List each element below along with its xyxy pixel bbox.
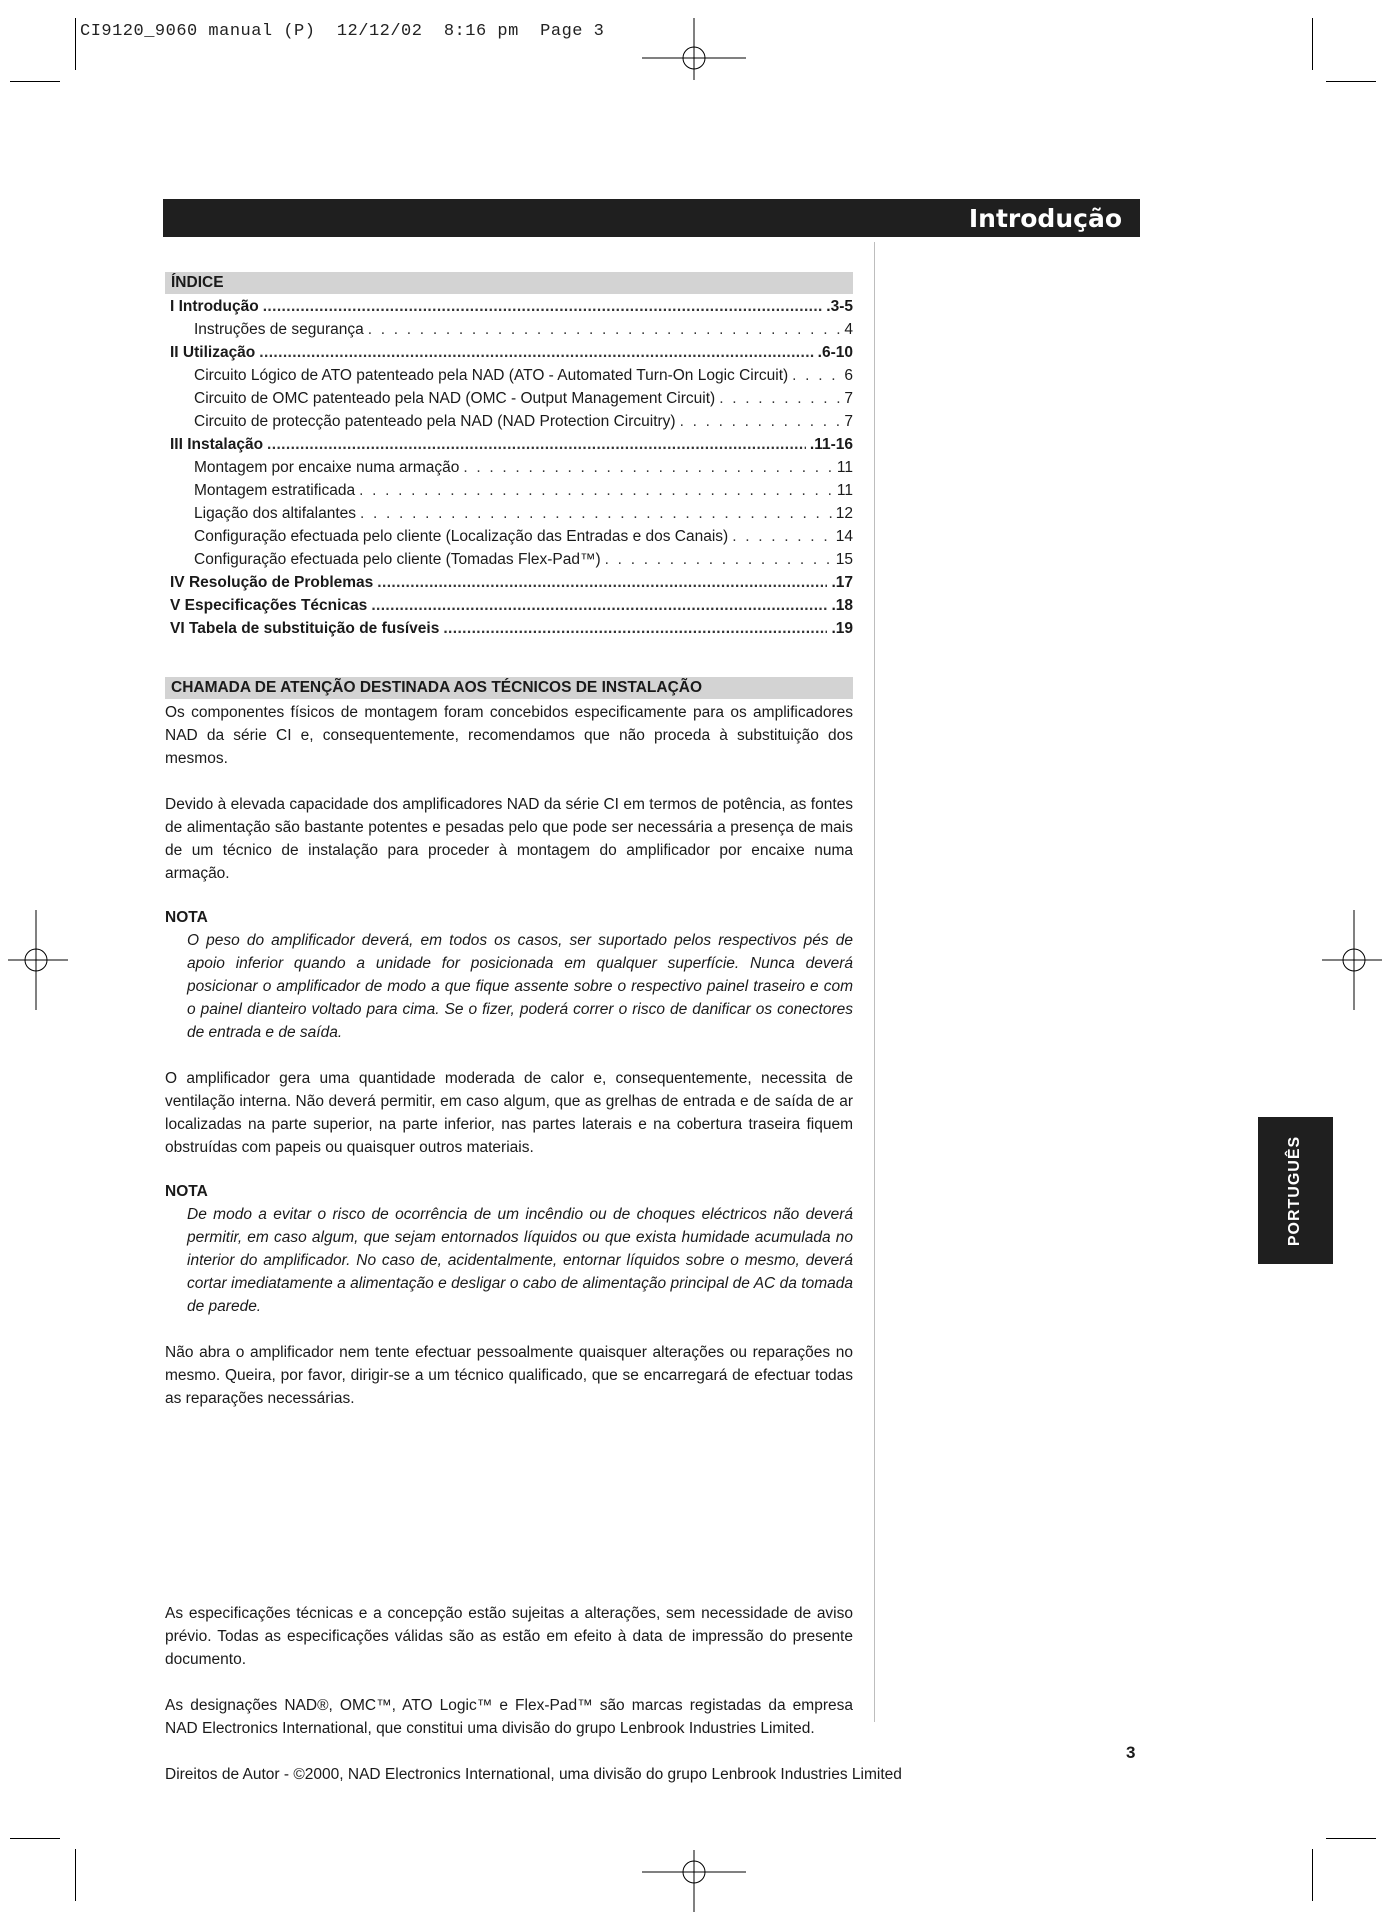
toc-entry-label: Configuração efectuada pelo cliente (Tomadas Flex-Pad™): [194, 551, 601, 568]
toc-entry-page: .11-16: [809, 436, 853, 453]
main-content: [165, 272, 902, 1786]
toc-entry-page: 6: [844, 367, 853, 384]
crop-mark: [1326, 1838, 1376, 1839]
toc-entry-label: Configuração efectuada pelo cliente (Localização das Entradas e dos Canais): [194, 528, 729, 545]
warning-paragraph-1: Os componentes físicos de montagem foram concebidos especificamente para os amplificadores NAD da série CI e, consequentemente, recomendamos que não proceda à substituição dos mesmos.: [165, 704, 853, 767]
crop-mark: [10, 1838, 60, 1839]
copyright-notice: Direitos de Autor - ©2000, NAD Electronics International, uma divisão do grupo Lenbrook Industries Limited: [165, 1766, 902, 1783]
toc-dot-leader: [605, 551, 832, 569]
page-title: Introdução: [968, 203, 1122, 233]
crop-mark: [10, 81, 60, 82]
toc-entry-label: Ligação dos altifalantes: [194, 505, 357, 522]
toc-entry: [170, 367, 853, 390]
toc-entry: [170, 344, 853, 367]
toc-entry-page: .19: [831, 620, 853, 637]
column-divider: [874, 242, 875, 1722]
toc-entry-page: .17: [831, 574, 853, 591]
toc-entry: [170, 505, 853, 528]
warning-heading: CHAMADA DE ATENÇÃO DESTINADA AOS TÉCNICOS DE INSTALAÇÃO: [165, 677, 853, 699]
toc-entry-page: 7: [844, 390, 853, 407]
language-tab-label: PORTUGUÊS: [1286, 1135, 1304, 1246]
service-paragraph: Não abra o amplificador nem tente efectuar pessoalmente quaisquer alterações ou reparações no mesmo. Queira, por favor, dirigir-se a um técnico qualificado, que se encarregará de efectuar todas as reparações necessárias.: [165, 1344, 853, 1407]
toc-entry: [170, 620, 853, 643]
toc-dot-leader: [360, 505, 832, 523]
toc-entry: [170, 459, 853, 482]
crop-mark: [75, 1849, 76, 1901]
toc-dot-leader: [680, 413, 841, 431]
toc-entry-page: .3-5: [826, 298, 853, 315]
legal-paragraph-2: As designações NAD®, OMC™, ATO Logic™ e Flex-Pad™ são marcas registadas da empresa NAD Electronics International, que constitui uma divisão do grupo Lenbrook Industries Limited.: [165, 1697, 853, 1737]
legal-paragraph-1: As especificações técnicas e a concepção estão sujeitas a alterações, sem necessidade de aviso prévio. Todas as especificações válidas são as estão em efeito à data de impressão do presente documento.: [165, 1605, 853, 1668]
toc-entry-page: 11: [836, 459, 853, 476]
toc-entry-label: VI Tabela de substituição de fusíveis: [170, 620, 440, 637]
toc-entry-page: 12: [835, 505, 853, 522]
note-text: De modo a evitar o risco de ocorrência de um incêndio ou de choques eléctricos não deverá permitir, em caso algum, que sejam entornados líquidos ou que exista humidade acumulada no interior do amplificador. No caso de, acidentalmente, entornar líquidos sobre o mesmo, deverá cortar imediatamente a alimentação e desligar o cabo de alimentação principal de AC da tomada de parede.: [187, 1206, 853, 1315]
toc-entry-label: I Introdução: [170, 298, 259, 315]
toc-entry: [170, 298, 853, 321]
toc-entry-page: 4: [844, 321, 853, 338]
note-text: O peso do amplificador deverá, em todos os casos, ser suportado pelos respectivos pés de apoio inferior quando a unidade for posicionada em qualquer superfície. Nunca deverá posicionar o amplificador de modo a que fique assente sobre o respectivo painel traseiro e com o painel dianteiro voltado para cima. Se o fizer, poderá correr o risco de danificar os conectores de entrada e de saída.: [187, 932, 853, 1041]
toc-entry: [170, 413, 853, 436]
toc-entry-label: Montagem estratificada: [194, 482, 356, 499]
toc-entry-label: V Especificações Técnicas: [170, 597, 368, 614]
section-title-bar: [163, 199, 1140, 237]
toc-dot-leader: [371, 597, 827, 615]
toc-entry: [170, 574, 853, 597]
toc-dot-leader: [359, 482, 833, 500]
table-of-contents: [165, 298, 853, 643]
registration-mark-icon: [1322, 910, 1382, 1010]
crop-mark: [75, 18, 76, 70]
toc-entry: [170, 551, 853, 574]
page-number: 3: [1126, 1743, 1136, 1762]
crop-mark: [1312, 1849, 1313, 1901]
toc-entry-label: Circuito de OMC patenteado pela NAD (OMC - Output Management Circuit): [194, 390, 716, 407]
toc-dot-leader: [463, 459, 833, 477]
registration-mark-icon: [642, 18, 746, 80]
toc-dot-leader: [792, 367, 840, 385]
toc-entry-label: Circuito Lógico de ATO patenteado pela NAD (ATO - Automated Turn-On Logic Circuit): [194, 367, 789, 384]
toc-entry: [170, 597, 853, 620]
toc-entry-page: .18: [831, 597, 853, 614]
toc-dot-leader: [368, 321, 841, 339]
toc-entry: [170, 482, 853, 505]
toc-entry-page: 14: [835, 528, 853, 545]
note-label: NOTA: [165, 1183, 208, 1200]
toc-entry-label: Instruções de segurança: [194, 321, 364, 338]
toc-entry-label: IV Resolução de Problemas: [170, 574, 374, 591]
toc-dot-leader: [267, 436, 806, 454]
toc-entry-page: 15: [835, 551, 853, 568]
warning-paragraph-2: Devido à elevada capacidade dos amplificadores NAD da série CI em termos de potência, as fontes de alimentação são bastante potentes e pesadas pelo que pode ser necessária a presença de mais de um técnico de instalação para proceder à montagem do amplificador por encaixe numa armação.: [165, 796, 853, 882]
ventilation-paragraph: O amplificador gera uma quantidade moderada de calor e, consequentemente, necessita de ventilação interna. Não deverá permitir, em caso algum, que as grelhas de entrada e de saída de ar localizadas na parte superior, na parte inferior, nas partes laterais e na cobertura traseira fiquem obstruídas com papeis ou quaisquer outros materiais.: [165, 1070, 853, 1156]
toc-entry: [170, 436, 853, 459]
toc-entry: [170, 321, 853, 344]
toc-entry-label: Circuito de protecção patenteado pela NAD (NAD Protection Circuitry): [194, 413, 676, 430]
toc-dot-leader: [263, 298, 823, 316]
registration-mark-icon: [8, 910, 68, 1010]
toc-entry-label: III Instalação: [170, 436, 264, 453]
note-label: NOTA: [165, 909, 208, 926]
toc-dot-leader: [377, 574, 827, 592]
toc-entry: [170, 390, 853, 413]
toc-entry-page: 7: [844, 413, 853, 430]
registration-mark-icon: [642, 1850, 746, 1912]
printer-slug: CI9120_9060 manual (P) 12/12/02 8:16 pm Page 3: [80, 22, 605, 41]
toc-entry-page: 11: [836, 482, 853, 499]
toc-dot-leader: [732, 528, 832, 546]
toc-entry-page: .6-10: [817, 344, 853, 361]
language-tab: [1258, 1117, 1333, 1264]
toc-entry-label: Montagem por encaixe numa armação: [194, 459, 460, 476]
toc-dot-leader: [719, 390, 840, 408]
toc-dot-leader: [259, 344, 813, 362]
toc-heading: ÍNDICE: [165, 272, 853, 294]
toc-dot-leader: [443, 620, 827, 638]
crop-mark: [1326, 81, 1376, 82]
toc-entry-label: II Utilização: [170, 344, 256, 361]
toc-entry: [170, 528, 853, 551]
crop-mark: [1312, 18, 1313, 70]
